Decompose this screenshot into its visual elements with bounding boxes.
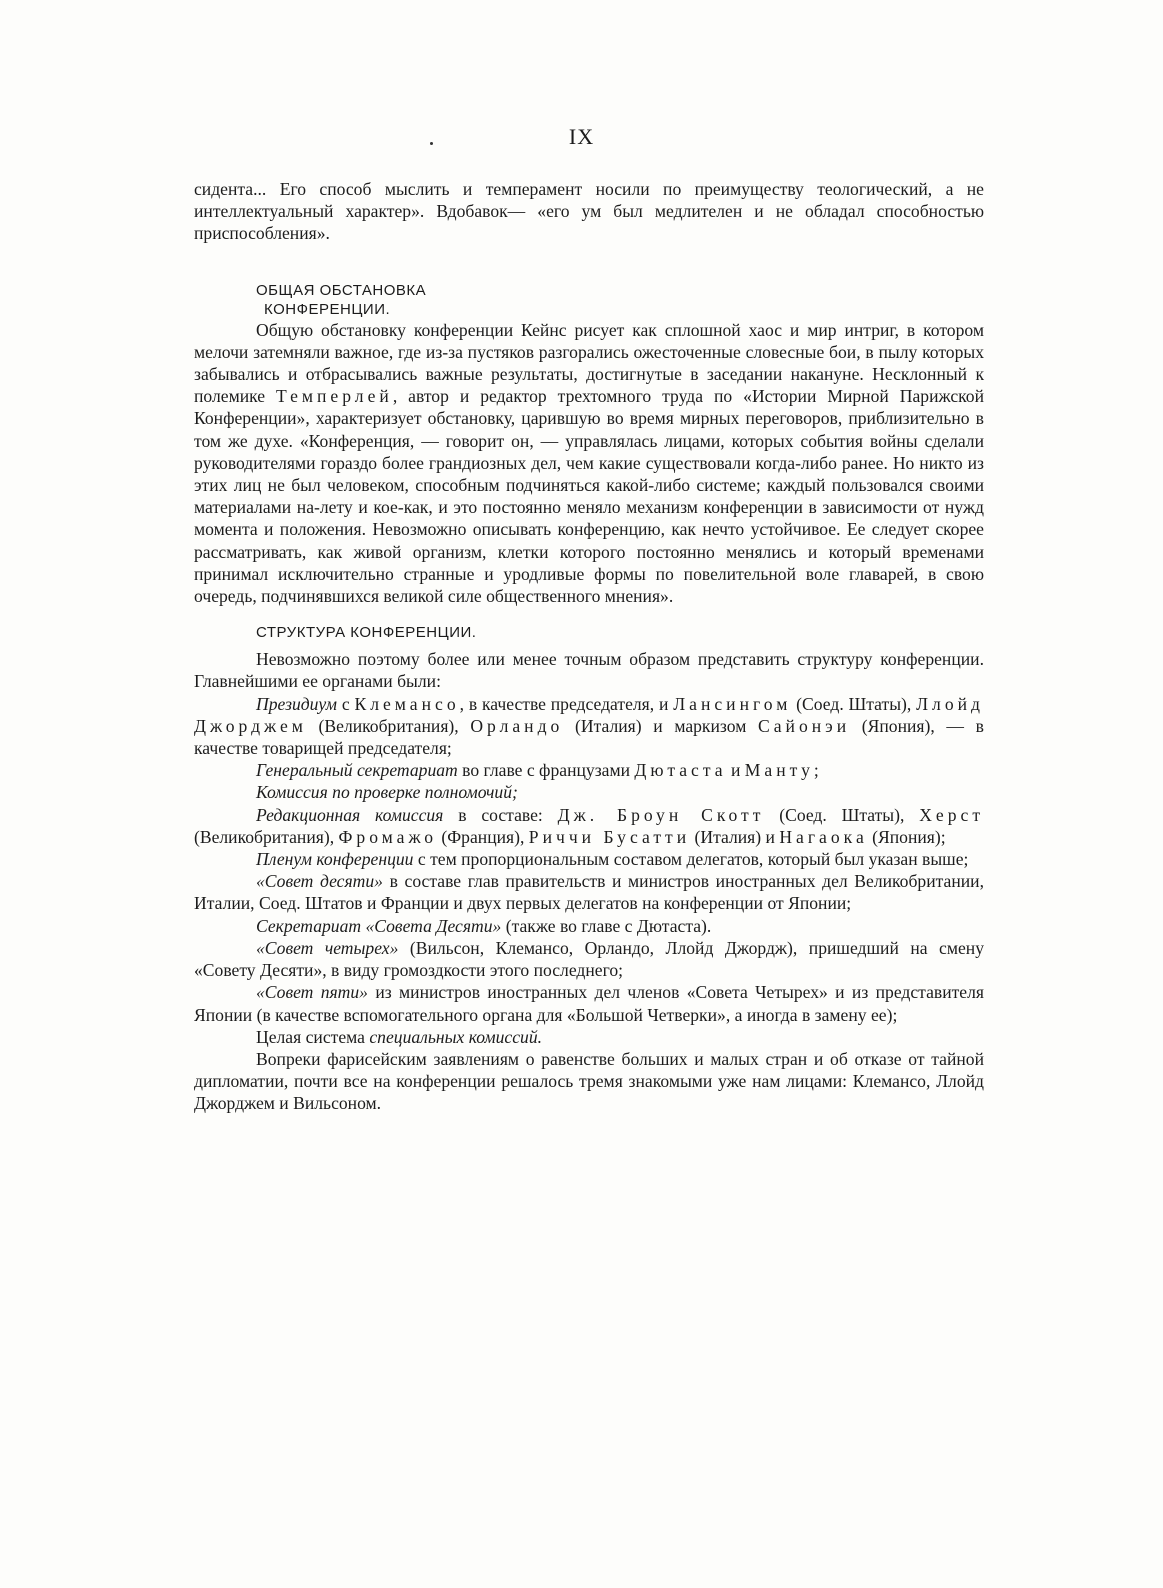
text-run: (Соед. Штаты), xyxy=(791,693,917,714)
list-item-council-of-five xyxy=(194,981,984,1025)
text-run: Целая система xyxy=(256,1026,370,1047)
spaced-name: Клемансо xyxy=(354,693,460,714)
text-run: (Великобритания), xyxy=(306,715,471,736)
list-item-secretariat xyxy=(194,759,984,781)
text-run: Общую обстановку конференции Кейнс рисует как сплошной хаос и мир интриг, в котором мелочи затемняли важное, где из-за пустяков разгорались ожесточенные словесные бои, в пылу которых забывались и отбрасывались важные результаты, достигнутые в заседании накануне. Несклонный к полемике xyxy=(194,319,984,407)
text-run: в составе глав правительств и министров иностранных дел Великобритании, Италии, Соед. Штатов и Франции и двух первых делегатов на конференции от Японии; xyxy=(194,871,984,914)
text-run: , в качестве председателя, и xyxy=(459,693,674,714)
page-number xyxy=(0,124,1163,150)
item-title: Комиссия по проверке полномочий; xyxy=(256,782,518,803)
body-text xyxy=(194,178,984,1115)
list-item-special-commissions xyxy=(194,1026,984,1048)
text-run: во главе с французами xyxy=(457,760,635,781)
item-title: Секретариат «Совета Десяти» xyxy=(256,915,502,936)
text-run: из министров иностранных дел членов «Совета Четырех» и из представителя Японии (в качестве вспомогательного органа для «Большой Четверки», а иногда в замену ее); xyxy=(194,982,984,1025)
item-title: Редакционная комиссия xyxy=(256,804,444,825)
stray-mark xyxy=(430,142,433,145)
atmosphere-paragraph xyxy=(194,319,984,608)
text-run: (Вильсон, Клемансо, Орландо, Ллойд Джордж), пришедший на смену «Совету Десяти», в виду громоздкости этого последнего; xyxy=(194,937,985,981)
page-number-text: IX xyxy=(568,124,595,149)
text-run: (также во главе с Дютаста). xyxy=(501,915,712,936)
list-item-council-of-ten xyxy=(194,870,984,914)
item-title: Президиум xyxy=(256,693,338,714)
text-run: (Соед. Штаты), xyxy=(764,804,920,825)
section-heading-structure: СТРУКТУРА КОНФЕРЕНЦИИ. xyxy=(256,624,477,642)
item-title: Генеральный секретариат xyxy=(256,760,458,781)
intro-paragraph: сидента... Его способ мыслить и темперамент носили по преимуществу теологический, а не интеллектуальный характер». Вдобавок— «его ум был медлителен и не обладал способностью приспособления». xyxy=(194,179,984,244)
spaced-name: Фромажо xyxy=(338,826,438,847)
spaced-name: Орландо xyxy=(470,715,564,736)
text-run: (Италия) и xyxy=(690,826,780,847)
spaced-name: Дютаста xyxy=(634,760,727,781)
list-item-council-of-ten-secretariat xyxy=(194,915,984,937)
item-title: специальных комиссий. xyxy=(369,1026,543,1047)
structure-intro: Невозможно поэтому более или менее точным образом представить структуру конференции. Главнейшими ее органами были: xyxy=(194,649,984,692)
text-run: , автор и редактор трехтомного труда по «Истории Мирной Парижской Конференции», характеризует обстановку, царившую во время мирных переговоров, приблизительно в том же духе. «Конференция, — говорит он, — управлялась лицами, которых события войны сделали руководителями гораздо более грандиозных дел, чем какие существовали когда-либо ранее. Но никто из этих лиц не был человеком, способным подчиняться какой-либо системе; каждый пользовался своими материалами на-лету и кое-как, и это постоянно меняло механизм конференции в зависимости от нужд момента и положения. Невозможно описывать конференцию, как нечто устойчивое. Ее следует скорее рассматривать, как живой организм, клетки которого постоянно менялись и который временами принимал исключительно странные и уродливые формы по повелительной воле главарей, в свою очередь, подчинявшихся великой силе общественного мнения». xyxy=(194,386,984,607)
spaced-name: Ллойд Джорджем xyxy=(194,693,984,736)
section-heading-atmosphere xyxy=(256,281,984,319)
spaced-name: Нагаока xyxy=(779,826,868,847)
spaced-name: Лансингом xyxy=(673,693,792,714)
list-item-editorial xyxy=(194,804,984,848)
spaced-name: Херст xyxy=(919,804,985,825)
item-title: «Совет десяти» xyxy=(256,871,383,892)
closing-paragraph: Вопреки фарисейским заявлениям о равенстве больших и малых стран и об отказе от тайной дипломатии, почти все на конференции решалось тремя знакомыми уже нам лицами: Клемансо, Ллойд Джорджем и Вильсоном. xyxy=(194,1048,984,1114)
heading-line-1: ОБЩАЯ ОБСТАНОВКА xyxy=(256,281,427,299)
text-run: (Италия) и маркизом xyxy=(563,715,758,736)
text-run: с xyxy=(337,693,355,714)
text-run: с тем пропорциональным составом делегатов, который был указан выше; xyxy=(413,849,969,870)
text-run: и xyxy=(726,760,745,781)
spaced-name: Дж. Броун Скотт xyxy=(557,804,765,825)
item-title: Пленум конференции xyxy=(256,849,414,870)
spaced-name: Риччи Бусатти xyxy=(528,826,691,847)
text-run: (Япония), — в качестве товарищей председателя; xyxy=(194,715,984,759)
list-item-credentials xyxy=(194,781,984,803)
text-run: ; xyxy=(813,760,819,781)
item-title: «Совет четырех» xyxy=(256,937,399,958)
heading-line-2: КОНФЕРЕНЦИИ. xyxy=(264,300,391,318)
list-item-presidium xyxy=(194,693,984,760)
spaced-name: Манту xyxy=(744,760,814,781)
text-run: (Великобритания), xyxy=(194,826,339,847)
text-run: (Япония); xyxy=(867,826,946,847)
text-run: (Франция), xyxy=(437,826,529,847)
spaced-name: Сайонэи xyxy=(758,715,851,736)
list-item-council-of-four xyxy=(194,937,984,981)
text-run: в составе: xyxy=(443,804,558,825)
list-item-plenum xyxy=(194,848,984,870)
spaced-name: Темперлей xyxy=(276,386,393,407)
item-title: «Совет пяти» xyxy=(256,982,368,1003)
